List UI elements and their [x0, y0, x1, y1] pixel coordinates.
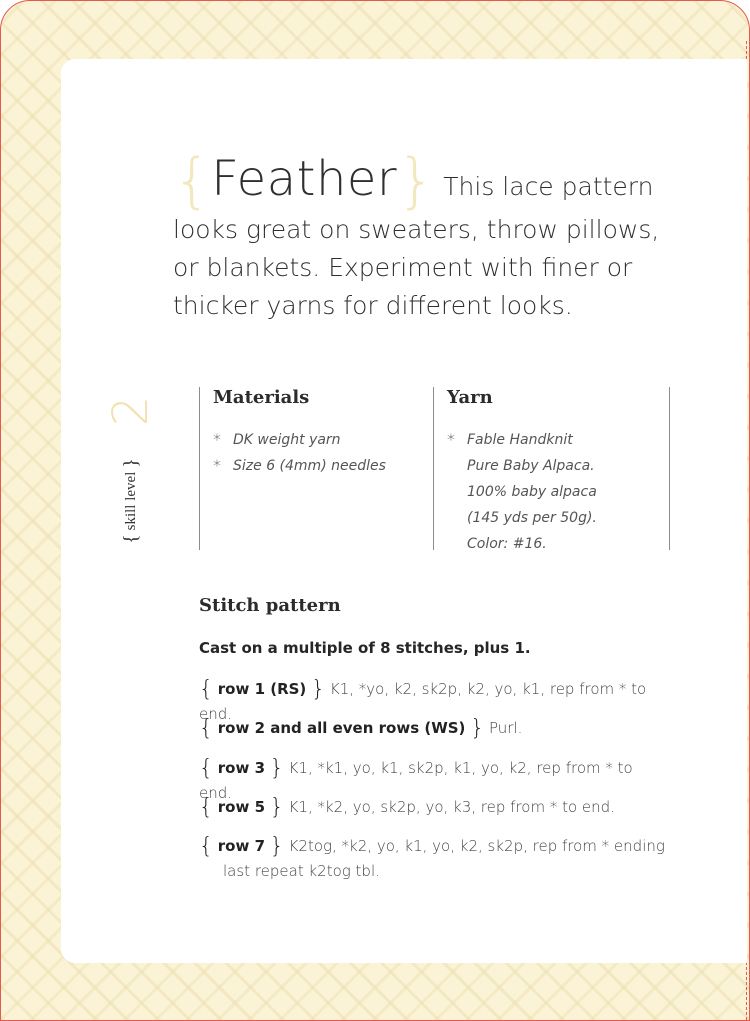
row-text: K1, *k2, yo, sk2p, yo, k3, rep from * to end. [288, 798, 615, 816]
list-item: * Fable Handknit [447, 427, 662, 453]
list-item: * Size 6 (4mm) needles [213, 453, 423, 479]
yarn-divider [433, 387, 434, 550]
row-label: row 5 [217, 798, 266, 816]
skill-brace-close: } [120, 458, 142, 468]
stitch-row: { row 1 (RS) } K1, *yo, k2, sk2p, k2, yo, k1, rep from * to end. [199, 677, 647, 723]
row-text-continued: last repeat k2tog tbl. [223, 862, 380, 880]
row-label: row 7 [217, 837, 266, 855]
right-divider [669, 387, 670, 550]
skill-level [101, 381, 161, 551]
title-brace-open: { [173, 146, 212, 216]
materials-divider [199, 387, 200, 550]
headline [173, 146, 673, 325]
list-item: Pure Baby Alpaca. [467, 458, 595, 474]
stitch-row: { row 5 } K1, *k2, yo, sk2p, yo, k3, rep from * to end. [199, 795, 615, 820]
row-label: row 1 (RS) [217, 680, 307, 698]
row-text: K2tog, *k2, yo, k1, yo, k2, sk2p, rep from * ending [288, 837, 665, 855]
pattern-title: Feather [211, 151, 398, 207]
title-brace-close: } [397, 146, 436, 216]
yarn-title: Yarn [447, 387, 493, 408]
row-label: row 2 and all even rows (WS) [217, 719, 466, 737]
materials-list [213, 427, 423, 479]
asterisk-icon: * [447, 430, 455, 449]
list-item: * DK weight yarn [213, 427, 423, 453]
stitch-pattern-title: Stitch pattern [199, 595, 341, 616]
row-label: row 3 [217, 759, 266, 777]
row-text: K1, *k1, yo, k1, sk2p, k1, yo, k2, rep from * to end. [199, 759, 633, 802]
skill-brace-open: { [120, 534, 142, 544]
row-text: K1, *yo, k2, sk2p, k2, yo, k1, rep from * to end. [199, 680, 647, 723]
list-item: 100% baby alpaca [467, 484, 597, 500]
skill-level-label-wrap [121, 436, 141, 566]
stitch-row: { row 2 and all even rows (WS) } Purl. [199, 716, 523, 741]
skill-level-label: skill level [123, 471, 139, 531]
yarn-list [447, 427, 662, 557]
cast-on-instruction: Cast on a multiple of 8 stitches, plus 1. [199, 639, 531, 657]
skill-level-number: 2 [103, 395, 159, 427]
stitch-row: { row 3 } K1, *k1, yo, k1, sk2p, k1, yo, k2, rep from * to end. [199, 756, 633, 802]
materials-title: Materials [213, 387, 310, 408]
asterisk-icon: * [213, 430, 221, 449]
asterisk-icon: * [213, 456, 221, 475]
stitch-row: { row 7 } K2tog, *k2, yo, k1, yo, k2, sk2p, rep from * ending last repeat k2tog tbl. [199, 834, 669, 883]
pattern-description: This lace pattern looks great on sweaters, throw pillows, or blankets. Experiment with finer or thicker yarns for different looks. [173, 172, 660, 320]
list-item: (145 yds per 50g). [467, 510, 597, 526]
row-text: Purl. [488, 719, 523, 737]
list-item: Color: #16. [467, 536, 547, 552]
